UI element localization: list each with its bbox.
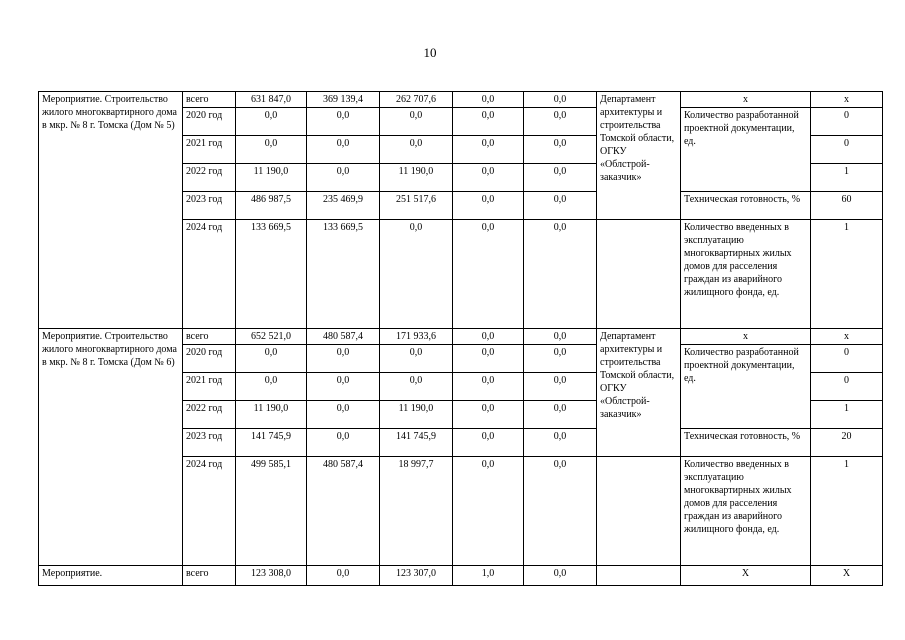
department-cell: Департамент архитектуры и строительства Томской области, ОГКУ «Облстрой- заказчик» (597, 329, 681, 457)
regional-cell: 11 190,0 (380, 164, 453, 192)
federal-cell: 235 469,9 (307, 192, 380, 220)
other-cell: 0,0 (524, 220, 597, 329)
activity-name: Мероприятие. (39, 566, 183, 586)
indicator-value: 60 (811, 192, 883, 220)
federal-cell: 0,0 (307, 566, 380, 586)
local-cell: 0,0 (453, 401, 524, 429)
department-cell (597, 566, 681, 586)
indicator-cell: Х (681, 566, 811, 586)
indicator-value: х (811, 92, 883, 108)
local-cell: 1,0 (453, 566, 524, 586)
year-cell: 2023 год (183, 429, 236, 457)
table-row (39, 92, 883, 108)
federal-cell: 0,0 (307, 401, 380, 429)
activity-name: Мероприятие. Строительство жилого многоквартирного дома в мкр. № 8 г. Томска (Дом № 5) (39, 92, 183, 329)
other-cell: 0,0 (524, 108, 597, 136)
year-cell: 2020 год (183, 108, 236, 136)
other-cell: 0,0 (524, 566, 597, 586)
other-cell: 0,0 (524, 457, 597, 566)
regional-cell: 0,0 (380, 220, 453, 329)
year-cell: 2020 год (183, 345, 236, 373)
other-cell: 0,0 (524, 164, 597, 192)
indicator-cell: Количество введенных в эксплуатацию многоквартирных жилых домов для расселения граждан из аварийного жилищного фонда, ед. (681, 457, 811, 566)
year-cell: 2021 год (183, 373, 236, 401)
page-number: 10 (423, 45, 437, 60)
local-cell: 0,0 (453, 345, 524, 373)
indicator-value: 0 (811, 108, 883, 136)
other-cell: 0,0 (524, 92, 597, 108)
regional-cell: 251 517,6 (380, 192, 453, 220)
year-cell: 2022 год (183, 164, 236, 192)
indicator-value: 1 (811, 401, 883, 429)
department-cell-empty (597, 220, 681, 329)
program-activities-table (38, 91, 883, 586)
other-cell: 0,0 (524, 373, 597, 401)
local-cell: 0,0 (453, 457, 524, 566)
year-cell: 2021 год (183, 136, 236, 164)
indicator-cell: Техническая готовность, % (681, 192, 811, 220)
local-cell: 0,0 (453, 329, 524, 345)
total-cell: 499 585,1 (236, 457, 307, 566)
regional-cell: 0,0 (380, 373, 453, 401)
local-cell: 0,0 (453, 192, 524, 220)
federal-cell: 133 669,5 (307, 220, 380, 329)
regional-cell: 123 307,0 (380, 566, 453, 586)
indicator-value: 0 (811, 136, 883, 164)
year-cell: всего (183, 329, 236, 345)
total-cell: 631 847,0 (236, 92, 307, 108)
total-cell: 0,0 (236, 373, 307, 401)
year-cell: 2024 год (183, 457, 236, 566)
federal-cell: 480 587,4 (307, 329, 380, 345)
indicator-cell: Количество введенных в эксплуатацию многоквартирных жилых домов для расселения граждан из аварийного жилищного фонда, ед. (681, 220, 811, 329)
federal-cell: 369 139,4 (307, 92, 380, 108)
other-cell: 0,0 (524, 429, 597, 457)
regional-cell: 18 997,7 (380, 457, 453, 566)
federal-cell: 480 587,4 (307, 457, 380, 566)
total-cell: 133 669,5 (236, 220, 307, 329)
other-cell: 0,0 (524, 192, 597, 220)
federal-cell: 0,0 (307, 373, 380, 401)
regional-cell: 0,0 (380, 108, 453, 136)
indicator-value: х (811, 329, 883, 345)
year-cell: 2024 год (183, 220, 236, 329)
federal-cell: 0,0 (307, 108, 380, 136)
federal-cell: 0,0 (307, 136, 380, 164)
department-cell: Департамент архитектуры и строительства Томской области, ОГКУ «Облстрой- заказчик» (597, 92, 681, 220)
year-cell: всего (183, 566, 236, 586)
local-cell: 0,0 (453, 108, 524, 136)
total-cell: 11 190,0 (236, 401, 307, 429)
regional-cell: 0,0 (380, 345, 453, 373)
federal-cell: 0,0 (307, 164, 380, 192)
indicator-cell: Количество разработанной проектной документации, ед. (681, 108, 811, 192)
indicator-value: 1 (811, 164, 883, 192)
table-row (39, 329, 883, 345)
indicator-value: 20 (811, 429, 883, 457)
total-cell: 123 308,0 (236, 566, 307, 586)
regional-cell: 171 933,6 (380, 329, 453, 345)
local-cell: 0,0 (453, 220, 524, 329)
indicator-cell: х (681, 329, 811, 345)
indicator-value: 1 (811, 220, 883, 329)
year-cell: 2022 год (183, 401, 236, 429)
total-cell: 0,0 (236, 136, 307, 164)
regional-cell: 141 745,9 (380, 429, 453, 457)
total-cell: 0,0 (236, 108, 307, 136)
indicator-value: Х (811, 566, 883, 586)
regional-cell: 11 190,0 (380, 401, 453, 429)
table-row (39, 566, 883, 586)
total-cell: 486 987,5 (236, 192, 307, 220)
year-cell: 2023 год (183, 192, 236, 220)
other-cell: 0,0 (524, 329, 597, 345)
local-cell: 0,0 (453, 373, 524, 401)
indicator-cell: х (681, 92, 811, 108)
federal-cell: 0,0 (307, 345, 380, 373)
total-cell: 0,0 (236, 345, 307, 373)
local-cell: 0,0 (453, 92, 524, 108)
department-cell-empty (597, 457, 681, 566)
local-cell: 0,0 (453, 429, 524, 457)
regional-cell: 262 707,6 (380, 92, 453, 108)
year-cell: всего (183, 92, 236, 108)
indicator-cell: Количество разработанной проектной документации, ед. (681, 345, 811, 429)
indicator-cell: Техническая готовность, % (681, 429, 811, 457)
local-cell: 0,0 (453, 164, 524, 192)
other-cell: 0,0 (524, 136, 597, 164)
total-cell: 652 521,0 (236, 329, 307, 345)
activity-name: Мероприятие. Строительство жилого многоквартирного дома в мкр. № 8 г. Томска (Дом № 6) (39, 329, 183, 566)
local-cell: 0,0 (453, 136, 524, 164)
indicator-value: 1 (811, 457, 883, 566)
other-cell: 0,0 (524, 345, 597, 373)
total-cell: 11 190,0 (236, 164, 307, 192)
indicator-value: 0 (811, 373, 883, 401)
other-cell: 0,0 (524, 401, 597, 429)
regional-cell: 0,0 (380, 136, 453, 164)
indicator-value: 0 (811, 345, 883, 373)
federal-cell: 0,0 (307, 429, 380, 457)
total-cell: 141 745,9 (236, 429, 307, 457)
